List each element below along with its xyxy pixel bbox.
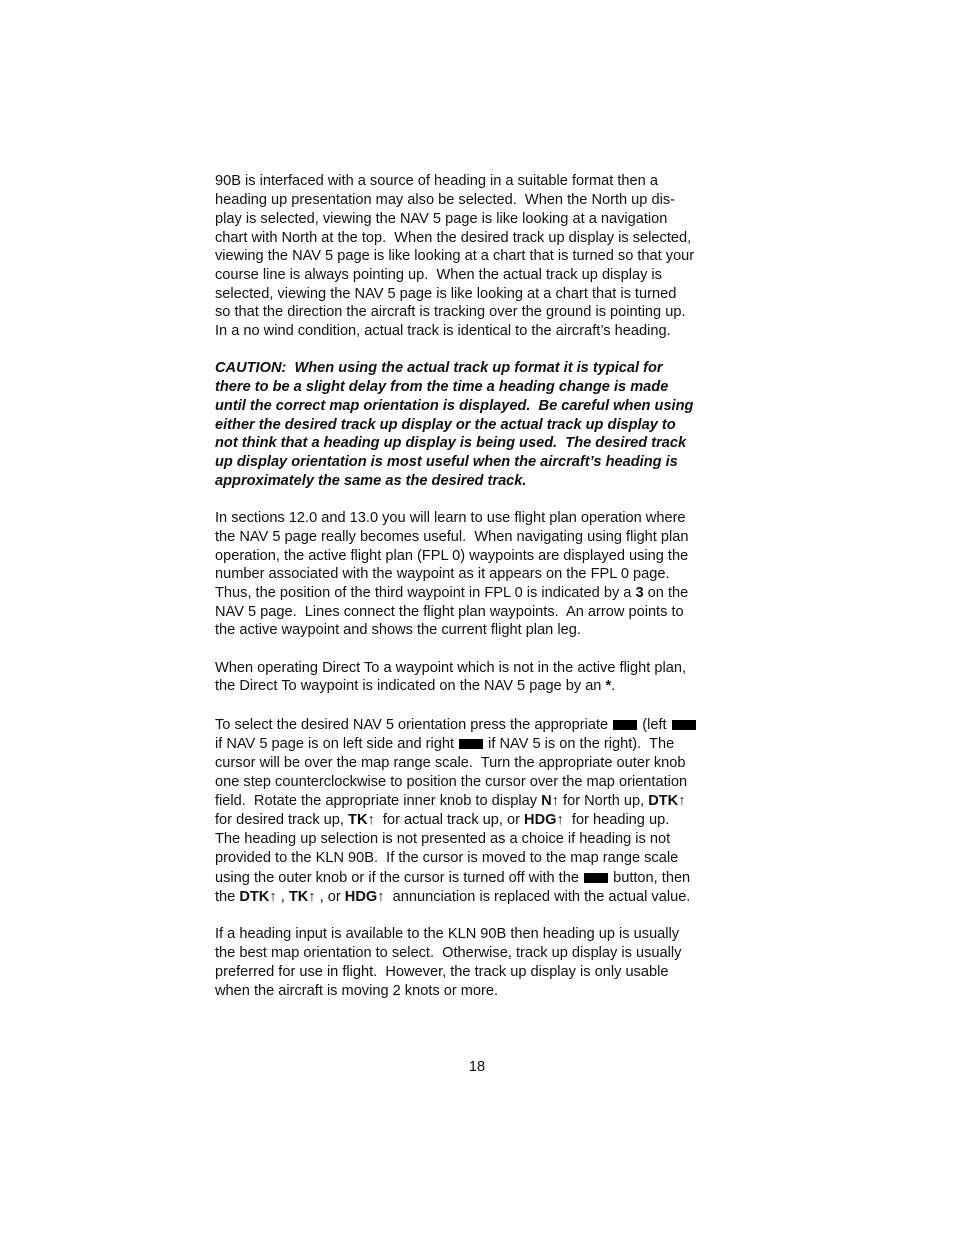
annunciation-hdg-up: HDG↑ bbox=[344, 889, 385, 905]
paragraph-line: provided to the KLN 90B. If the cursor is moved to the map range scale bbox=[215, 850, 679, 866]
text-run: on the bbox=[643, 585, 689, 601]
text-run: , or bbox=[315, 889, 345, 905]
text-run: annunciation is replaced with the actual value. bbox=[384, 889, 691, 905]
text-run: the Direct To waypoint is indicated on the NAV 5 page by an bbox=[215, 678, 606, 694]
paragraph-line: so that the direction the aircraft is tracking over the ground is pointing up. bbox=[215, 304, 686, 320]
text-run: , bbox=[276, 889, 289, 905]
annunciation-tk-up: TK↑ bbox=[288, 889, 316, 905]
text-run: if NAV 5 page is on left side and right bbox=[215, 736, 459, 752]
button-icon bbox=[672, 720, 696, 730]
paragraph-line: operation, the active flight plan (FPL 0) waypoints are displayed using the bbox=[215, 548, 689, 564]
caution-line: CAUTION: When using the actual track up format it is typical for bbox=[215, 360, 663, 376]
text-run: button, then bbox=[609, 870, 691, 886]
paragraph-line: cursor will be over the map range scale. Turn the appropriate outer knob bbox=[215, 755, 686, 771]
paragraph-line: the best map orientation to select. Otherwise, track up display is usually bbox=[215, 945, 682, 961]
button-icon bbox=[584, 873, 608, 883]
page-number: 18 bbox=[468, 1059, 486, 1075]
paragraph-line: one step counterclockwise to position the cursor over the map orientation bbox=[215, 774, 688, 790]
paragraph-line: when the aircraft is moving 2 knots or more. bbox=[215, 983, 499, 999]
text-run: for desired track up, bbox=[215, 812, 349, 828]
paragraph-line: The heading up selection is not presented as a choice if heading is not bbox=[215, 831, 671, 847]
text-run: if NAV 5 is on the right). The bbox=[484, 736, 675, 752]
paragraph-line: In sections 12.0 and 13.0 you will learn to use flight plan operation where bbox=[215, 510, 686, 526]
text-run: (left bbox=[638, 717, 671, 733]
paragraph-line: In a no wind condition, actual track is identical to the aircraft’s heading. bbox=[215, 323, 671, 339]
caution-line: not think that a heading up display is being used. The desired track bbox=[215, 435, 687, 451]
paragraph-line: chart with North at the top. When the desired track up display is selected, bbox=[215, 230, 692, 246]
paragraph-line: When operating Direct To a waypoint which is not in the active flight plan, bbox=[215, 660, 687, 676]
paragraph-line: the NAV 5 page really becomes useful. When navigating using flight plan bbox=[215, 529, 689, 545]
direct-to-symbol: * bbox=[605, 678, 612, 694]
text-run: Thus, the position of the third waypoint in FPL 0 is indicated by a bbox=[215, 585, 636, 601]
paragraph-line bbox=[215, 792, 686, 811]
caution-line: up display orientation is most useful when the aircraft’s heading is bbox=[215, 454, 678, 470]
paragraph-line: the active waypoint and shows the current flight plan leg. bbox=[215, 622, 581, 638]
text-run: using the outer knob or if the cursor is turned off with the bbox=[215, 870, 584, 886]
paragraph-line bbox=[215, 584, 688, 603]
caution-line: until the correct map orientation is displayed. Be careful when using bbox=[215, 398, 694, 414]
paragraph-line bbox=[215, 811, 669, 830]
caution-line: either the desired track up display or the actual track up display to bbox=[215, 417, 676, 433]
caution-line: there to be a slight delay from the time a heading change is made bbox=[215, 379, 669, 395]
text-run: To select the desired NAV 5 orientation press the appropriate bbox=[215, 717, 613, 733]
text-run: . bbox=[611, 678, 616, 694]
paragraph-line: preferred for use in flight. However, the track up display is only usable bbox=[215, 964, 669, 980]
annunciation-dtk-up: DTK↑ bbox=[648, 793, 686, 809]
paragraph-line bbox=[215, 735, 674, 754]
text-run: for heading up. bbox=[563, 812, 670, 828]
paragraph-line: viewing the NAV 5 page is like looking at a chart that is turned so that your bbox=[215, 248, 695, 264]
paragraph-line bbox=[215, 869, 690, 888]
button-icon bbox=[459, 739, 483, 749]
annunciation-hdg-up: HDG↑ bbox=[524, 812, 564, 828]
button-icon bbox=[613, 720, 637, 730]
text-run: field. Rotate the appropriate inner knob to display bbox=[215, 793, 542, 809]
annunciation-tk-up: TK↑ bbox=[348, 812, 375, 828]
waypoint-number: 3 bbox=[635, 585, 644, 601]
annunciation-north-up: N↑ bbox=[541, 793, 559, 809]
paragraph-line bbox=[215, 888, 690, 907]
paragraph-line: number associated with the waypoint as it appears on the FPL 0 page. bbox=[215, 566, 670, 582]
paragraph-line: 90B is interfaced with a source of heading in a suitable format then a bbox=[215, 173, 658, 189]
text-run: the bbox=[215, 889, 240, 905]
paragraph-line: course line is always pointing up. When the actual track up display is bbox=[215, 267, 662, 283]
paragraph-line: play is selected, viewing the NAV 5 page is like looking at a navigation bbox=[215, 211, 668, 227]
caution-line: approximately the same as the desired track. bbox=[215, 473, 527, 489]
annunciation-dtk-up: DTK↑ bbox=[239, 889, 277, 905]
paragraph-line: heading up presentation may also be selected. When the North up dis- bbox=[215, 192, 675, 208]
paragraph-line bbox=[215, 716, 697, 735]
text-run: for actual track up, or bbox=[374, 812, 525, 828]
paragraph-line bbox=[215, 677, 615, 696]
paragraph-line: selected, viewing the NAV 5 page is like looking at a chart that is turned bbox=[215, 286, 677, 302]
text-run: for North up, bbox=[558, 793, 649, 809]
paragraph-line: NAV 5 page. Lines connect the flight plan waypoints. An arrow points to bbox=[215, 604, 684, 620]
paragraph-line: If a heading input is available to the KLN 90B then heading up is usually bbox=[215, 926, 680, 942]
